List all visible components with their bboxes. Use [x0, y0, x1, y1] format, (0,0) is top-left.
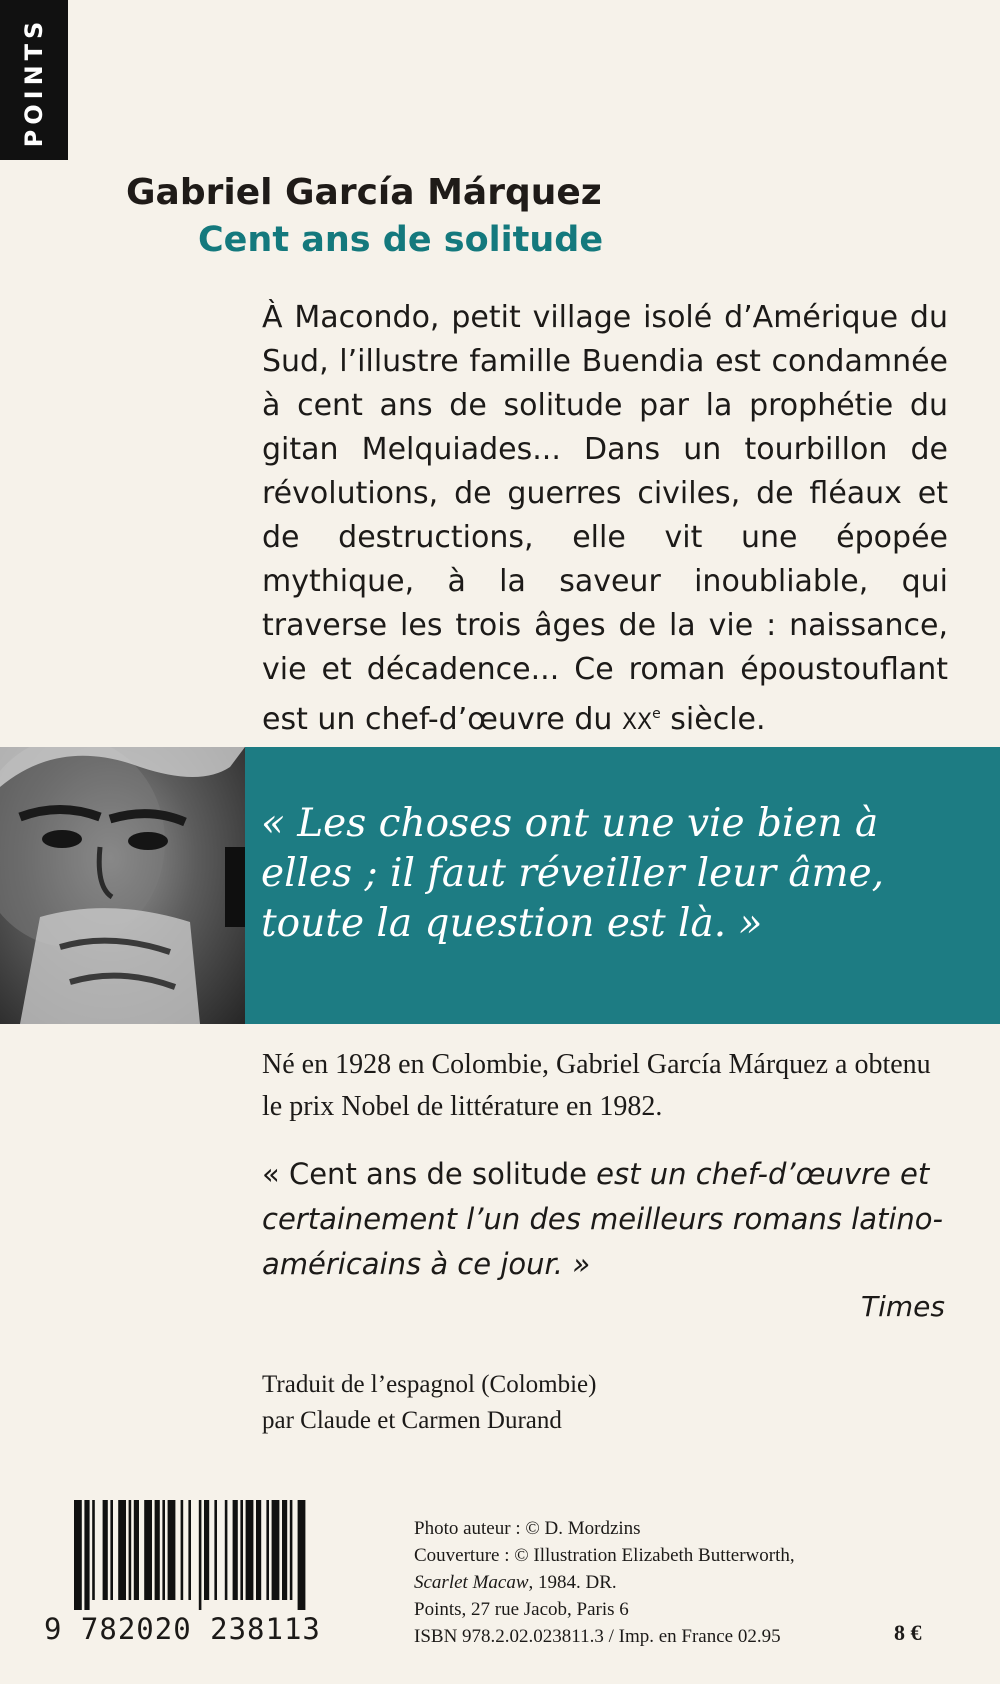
press-review — [262, 1152, 952, 1287]
century-numeral: XX — [621, 710, 653, 735]
barcode-bars — [44, 1500, 394, 1610]
review-text: est un chef-d’œuvre et certainement l’un des meilleurs romans latino-américains à ce jour. » — [262, 1157, 943, 1281]
author-quote: « Les choses ont une vie bien à elles ; il faut réveiller leur âme, toute la question est là. » — [261, 801, 885, 946]
isbn-line: ISBN 978.2.02.023811.3 / Imp. en France 02.95 — [414, 1626, 781, 1647]
publisher-tab — [0, 0, 68, 160]
author-name: Gabriel García Márquez — [126, 172, 602, 213]
publisher-address: Points, 27 rue Jacob, Paris 6 — [414, 1599, 629, 1620]
author-quote-box — [245, 747, 1000, 1024]
synopsis-end: siècle. — [660, 702, 766, 737]
century-suffix: e — [652, 706, 661, 722]
translation-line-2: par Claude et Carmen Durand — [262, 1407, 562, 1434]
isbn-barcode — [44, 1500, 394, 1650]
photo-credit: Photo auteur : © D. Mordzins — [414, 1518, 641, 1539]
synopsis — [262, 296, 948, 745]
cover-credit: Couverture : © Illustration Elizabeth Butterworth, — [414, 1545, 795, 1566]
publisher-name: POINTS — [20, 16, 48, 148]
review-open-quote: « — [262, 1157, 289, 1191]
barcode-digits: 9 782020 238113 — [44, 1612, 321, 1646]
quote-band — [0, 747, 1000, 1024]
colophon — [414, 1515, 884, 1650]
cover-year: , 1984. DR. — [528, 1572, 617, 1593]
book-title: Cent ans de solitude — [198, 220, 604, 260]
author-bio: Né en 1928 en Colombie, Gabriel García Márquez a obtenu le prix Nobel de littérature en 1982. — [262, 1049, 931, 1122]
translation-credit — [262, 1367, 862, 1439]
price: 8 € — [894, 1620, 922, 1645]
synopsis-text: À Macondo, petit village isolé d’Amérique du Sud, l’illustre famille Buendia est condamnée à cent ans de solitude par la prophétie du gitan Melquiades... Dans un tourbillon de révolutions, de guerres civiles, de fléaux et de destructions, elle vit une épopée mythique, à la saveur inoubliable, qui traverse les trois âges de la vie : naissance, vie et décadence... Ce roman époustouflant est un chef-d’œuvre du — [262, 300, 948, 737]
cover-work: Scarlet Macaw — [414, 1572, 529, 1593]
translation-line-1: Traduit de l’espagnol (Colombie) — [262, 1371, 597, 1398]
review-book-title: Cent ans de solitude — [288, 1157, 587, 1191]
author-photo — [0, 747, 245, 1024]
review-source: Times — [861, 1290, 945, 1323]
